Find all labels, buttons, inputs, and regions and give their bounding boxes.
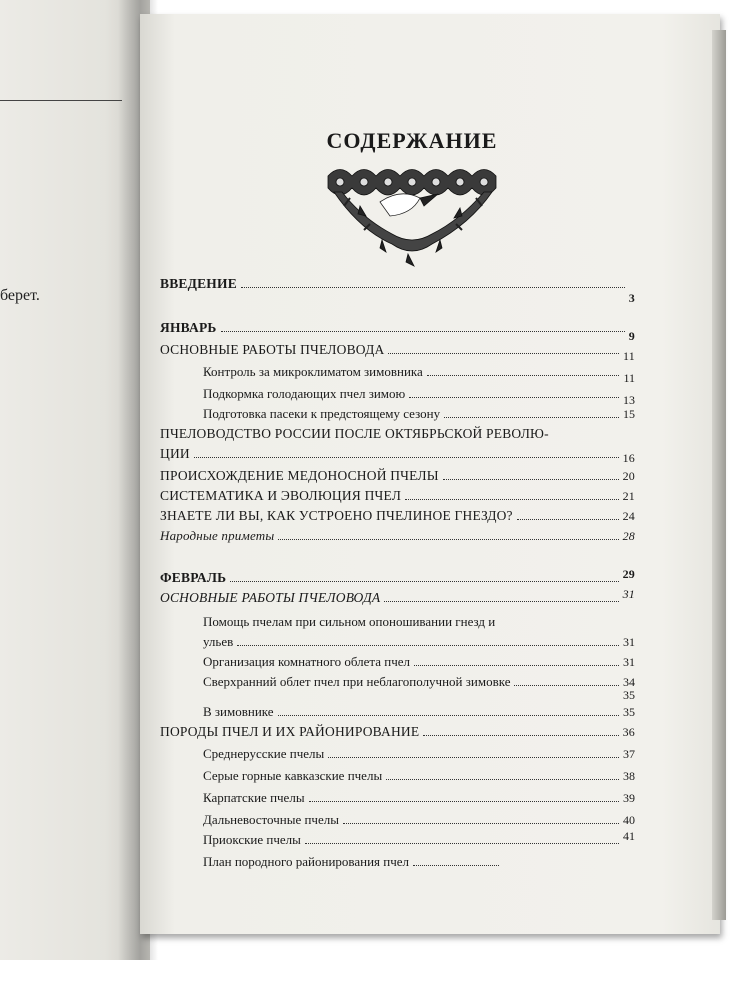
toc-entry[interactable]: СИСТЕМАТИКА И ЭВОЛЮЦИЯ ПЧЕЛ 21 <box>160 488 635 503</box>
toc-entry[interactable]: ПЧЕЛОВОДСТВО РОССИИ ПОСЛЕ ОКТЯБРЬСКОЙ РЕВОЛЮ- <box>160 426 549 441</box>
page-title: СОДЕРЖАНИЕ <box>326 128 498 153</box>
toc-entry[interactable]: Организация комнатного облета пчел 31 <box>203 654 635 669</box>
toc-entry[interactable]: Сверхранний облет пчел при неблагополучной зимовке 34 <box>203 674 635 689</box>
toc-entry[interactable]: В зимовнике 35 <box>203 704 635 719</box>
toc-entry[interactable]: Помощь пчелам при сильном опоношивании гнезд и <box>203 614 496 629</box>
toc-entry[interactable]: ПОРОДЫ ПЧЕЛ И ИХ РАЙОНИРОВАНИЕ 36 <box>160 724 635 739</box>
left-page-text-fragment: берет. <box>0 287 40 304</box>
toc-entry[interactable]: ЦИИ 16 <box>160 446 635 465</box>
toc-entry[interactable]: Контроль за микроклиматом зимовника 11 <box>203 364 635 385</box>
toc-entry[interactable]: Среднерусские пчелы 37 <box>203 746 635 761</box>
toc-entry[interactable]: Народные приметы 28 <box>160 528 635 543</box>
toc-entry[interactable]: Карпатские пчелы 39 <box>203 790 635 805</box>
toc-entry[interactable]: Приокские пчелы 41 <box>203 829 635 847</box>
toc-entry[interactable]: ОСНОВНЫЕ РАБОТЫ ПЧЕЛОВОДА 31 <box>160 587 635 605</box>
toc-entry[interactable]: Подкормка голодающих пчел зимою 13 <box>203 386 635 407</box>
toc-entry[interactable]: ФЕВРАЛЬ 29 <box>160 567 635 585</box>
toc-entry[interactable]: ульев 31 <box>203 634 635 649</box>
toc-entry[interactable]: ЗНАЕТЕ ЛИ ВЫ, КАК УСТРОЕНО ПЧЕЛИНОЕ ГНЕЗДО? 24 <box>160 508 635 523</box>
toc-entry[interactable]: ОСНОВНЫЕ РАБОТЫ ПЧЕЛОВОДА 11 <box>160 342 635 363</box>
page-edge <box>712 30 726 920</box>
toc-entry[interactable]: План породного районирования пчел <box>203 854 503 870</box>
toc-entry[interactable]: ПРОИСХОЖДЕНИЕ МЕДОНОСНОЙ ПЧЕЛЫ 20 <box>160 468 635 483</box>
toc-entry[interactable]: Серые горные кавказские пчелы 38 <box>203 768 635 783</box>
toc-entry[interactable]: Подготовка пасеки к предстоящему сезону 15 <box>203 406 635 421</box>
toc-entry: 35 <box>623 688 635 702</box>
toc-entry[interactable]: Дальневосточные пчелы 40 <box>203 812 635 827</box>
toc-entry[interactable]: ЯНВАРЬ 9 <box>160 320 635 343</box>
decorative-garland-icon <box>320 158 505 273</box>
toc-entry[interactable]: ВВЕДЕНИЕ 3 <box>160 276 635 305</box>
left-page-rule <box>0 100 122 101</box>
